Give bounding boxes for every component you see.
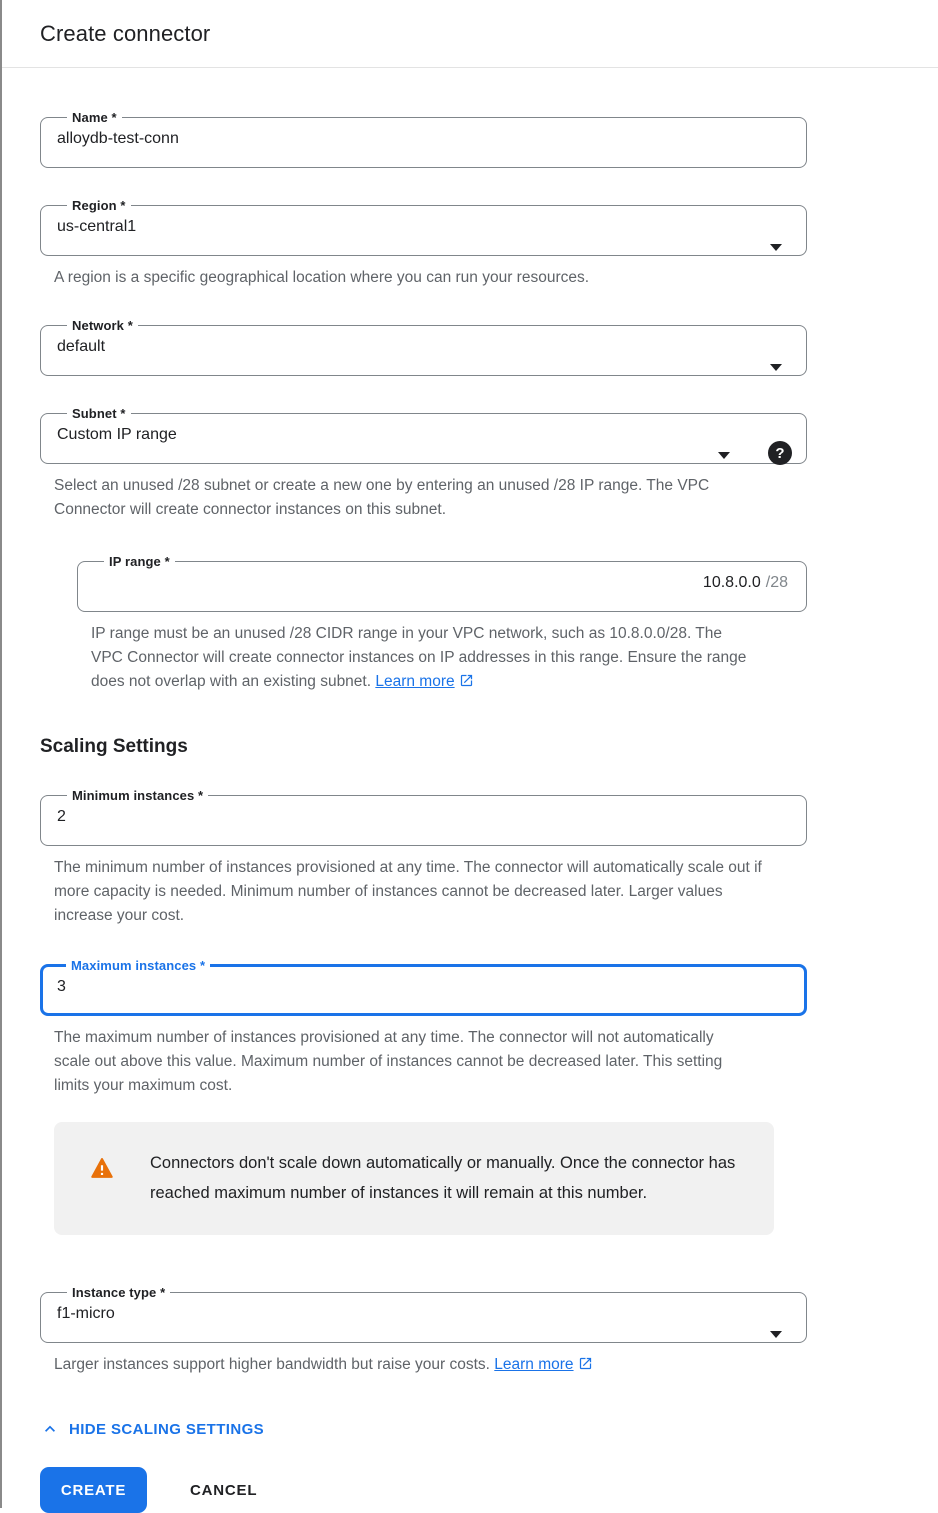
network-selected-value: default: [57, 338, 106, 355]
network-field-group: [40, 318, 807, 376]
page-title: Create connector: [40, 20, 211, 46]
instance-type-selected-value: f1-micro: [57, 1305, 115, 1322]
subnet-field-group: [40, 406, 807, 522]
minimum-instances-label: Minimum instances *: [72, 788, 204, 803]
scaling-settings-heading: Scaling Settings: [40, 736, 188, 757]
maximum-instances-helper-text: The maximum number of instances provisioned at any time. The connector will not automatically scale out above this value. Maximum number of instances cannot be decreased later. This setting limits your maximum cost.: [54, 1029, 723, 1094]
ip-range-helper-text: IP range must be an unused /28 CIDR range in your VPC network, such as 10.8.0.0/28. The VPC Connector will create connector instances on IP addresses in this range. Ensure the range does not overlap with an existing subnet. Learn more: [91, 625, 747, 690]
create-connector-form: [2, 110, 938, 1513]
ip-range-suffix: /28: [765, 574, 788, 591]
warning-icon: [89, 1154, 115, 1180]
ip-range-field[interactable]: [77, 554, 807, 612]
create-button[interactable]: CREATE: [40, 1467, 147, 1513]
ip-range-input[interactable]: [94, 574, 790, 592]
maximum-instances-field[interactable]: [40, 958, 807, 1016]
external-link-icon: [578, 1356, 593, 1371]
instance-type-select[interactable]: [40, 1285, 807, 1343]
subnet-selected-value: Custom IP range: [57, 426, 177, 443]
chevron-down-icon: [770, 364, 782, 371]
chevron-up-icon: [40, 1419, 60, 1439]
minimum-instances-helper-text: The minimum number of instances provisioned at any time. The connector will automatically scale out if more capacity is needed. Minimum number of instances cannot be decreased later. Larger values increase your cost.: [54, 859, 762, 924]
region-field-label: Region *: [72, 198, 126, 213]
form-actions: [40, 1467, 938, 1513]
chevron-down-icon: [770, 1331, 782, 1338]
ip-range-field-label: IP range *: [109, 554, 170, 569]
maximum-instances-field-group: [40, 958, 807, 1098]
network-field-label: Network *: [72, 318, 133, 333]
subnet-select[interactable]: [40, 406, 807, 464]
name-field-group: [40, 110, 807, 168]
name-field-label: Name *: [72, 110, 117, 125]
ip-range-field-group: [77, 554, 807, 694]
network-select[interactable]: [40, 318, 807, 376]
minimum-instances-input[interactable]: 2: [57, 808, 66, 825]
ip-range-value: 10.8.0.0: [702, 574, 761, 591]
instance-type-field-group: [40, 1285, 807, 1377]
region-field-group: [40, 198, 807, 290]
cancel-button[interactable]: CANCEL: [184, 1481, 263, 1500]
warning-text: Connectors don't scale down automatically or manually. Once the connector has reached maximum number of instances it will remain at this number.: [150, 1154, 736, 1202]
panel-header: [2, 0, 938, 68]
minimum-instances-field[interactable]: [40, 788, 807, 846]
warning-banner: [54, 1122, 774, 1235]
hide-scaling-settings-label: HIDE SCALING SETTINGS: [69, 1420, 265, 1438]
learn-more-link[interactable]: Learn more: [375, 673, 455, 690]
name-field[interactable]: [40, 110, 807, 168]
region-select[interactable]: [40, 198, 807, 256]
maximum-instances-label: Maximum instances *: [71, 958, 206, 973]
hide-scaling-settings-toggle[interactable]: [40, 1419, 264, 1439]
learn-more-link[interactable]: Learn more: [494, 1356, 574, 1373]
maximum-instances-input[interactable]: 3: [57, 978, 66, 995]
external-link-icon: [459, 673, 474, 688]
chevron-down-icon: [718, 452, 730, 459]
chevron-down-icon: [770, 244, 782, 251]
help-icon[interactable]: ?: [768, 441, 792, 465]
region-helper-text: A region is a specific geographical location where you can run your resources.: [54, 269, 590, 286]
instance-type-helper-text: Larger instances support higher bandwidth but raise your costs. Learn more: [54, 1353, 807, 1377]
minimum-instances-field-group: [40, 788, 807, 928]
subnet-helper-text: Select an unused /28 subnet or create a new one by entering an unused /28 IP range. The VPC Connector will create connector instances on this subnet.: [54, 477, 710, 518]
name-input[interactable]: alloydb-test-conn: [57, 130, 179, 147]
subnet-field-label: Subnet *: [72, 406, 126, 421]
region-selected-value: us-central1: [57, 218, 137, 235]
instance-type-label: Instance type *: [72, 1285, 166, 1300]
